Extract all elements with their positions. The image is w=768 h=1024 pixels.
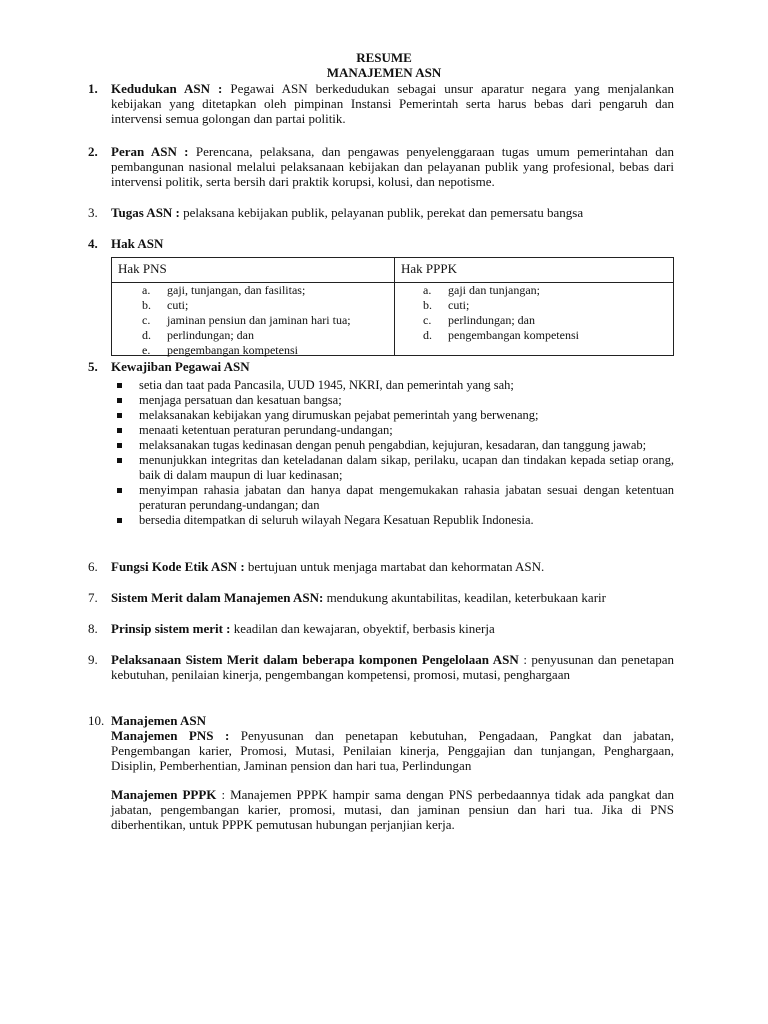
section-number: 5. xyxy=(88,359,98,374)
section-label: Manajemen ASN xyxy=(111,713,206,728)
bullet-icon xyxy=(117,518,122,523)
section-label: Fungsi Kode Etik ASN : xyxy=(111,559,245,574)
section-label: Pelaksanaan Sistem Merit dalam beberapa komponen Pengelolaan ASN xyxy=(111,652,519,667)
table-header-pns: Hak PNS xyxy=(118,261,167,276)
section-kewajiban-asn xyxy=(88,359,674,374)
list-item: a. gaji dan tunjangan; xyxy=(423,283,540,297)
section-number: 1. xyxy=(88,81,98,96)
list-item: bersedia ditempatkan di seluruh wilayah Negara Kesatuan Republik Indonesia. xyxy=(117,513,674,528)
section-kedudukan-asn xyxy=(88,81,674,126)
bullet-icon xyxy=(117,443,122,448)
section-number: 8. xyxy=(88,621,98,636)
section-tugas-asn xyxy=(88,205,674,220)
section-hak-asn xyxy=(88,236,674,251)
list-item: a. gaji, tunjangan, dan fasilitas; xyxy=(142,283,306,297)
section-text: pelaksana kebijakan publik, pelayanan publik, perekat dan pemersatu bangsa xyxy=(179,205,584,220)
list-item: d. pengembangan kompetensi xyxy=(423,328,579,342)
manajemen-pppk-paragraph xyxy=(111,787,674,832)
list-item: melaksanakan tugas kedinasan dengan penuh pengabdian, kejujuran, kesadaran, dan tanggung jawab; xyxy=(117,438,674,453)
section-number: 2. xyxy=(88,144,98,159)
section-label: Kedudukan ASN : xyxy=(111,81,223,96)
list-item: e. pengembangan kompetensi xyxy=(142,343,298,357)
list-item: melaksanakan kebijakan yang dirumuskan pejabat pemerintah yang berwenang; xyxy=(117,408,674,423)
section-sistem-merit xyxy=(88,590,674,605)
list-item: b. cuti; xyxy=(423,298,470,312)
section-label: Hak ASN xyxy=(111,236,164,251)
list-item: c. perlindungan; dan xyxy=(423,313,535,327)
bullet-icon xyxy=(117,383,122,388)
section-number: 3. xyxy=(88,205,98,220)
document-title: RESUME xyxy=(356,50,412,65)
list-item: menunjukkan integritas dan keteladanan dalam sikap, perilaku, ucapan dan tindakan kepada setiap orang, baik di dalam maupun di luar kedinasan; xyxy=(117,453,674,483)
list-item: setia dan taat pada Pancasila, UUD 1945, NKRI, dan pemerintah yang sah; xyxy=(117,378,674,393)
kewajiban-list xyxy=(117,378,674,528)
section-manajemen-asn xyxy=(88,713,674,832)
manajemen-pppk-text: : Manajemen PPPK hampir sama dengan PNS perbedaannya tidak ada pangkat dan jabatan, pengembangan karier, promosi, mutasi, dan jaminan pensiun dan hari tua. Jika di PNS diberhentikan, untuk PPPK pemutusan hubungan perjanjian kerja. xyxy=(111,787,674,832)
section-label: Peran ASN : xyxy=(111,144,189,159)
list-item: menjaga persatuan dan kesatuan bangsa; xyxy=(117,393,674,408)
document-subtitle: MANAJEMEN ASN xyxy=(326,65,442,80)
section-text: Pegawai ASN berkedudukan sebagai unsur aparatur negara yang menjalankan kebijakan yang ditetapkan oleh pimpinan Instansi Pemerintah serta harus bebas dari pengaruh dan intervensi semua golongan dan partai politik. xyxy=(111,81,674,126)
table-divider xyxy=(394,258,395,355)
table-header-pppk: Hak PPPK xyxy=(401,261,457,276)
hak-pns-list xyxy=(142,283,392,358)
section-label: Prinsip sistem merit : xyxy=(111,621,231,636)
section-number: 9. xyxy=(88,652,98,667)
bullet-icon xyxy=(117,488,122,493)
section-peran-asn xyxy=(88,144,674,189)
bullet-icon xyxy=(117,398,122,403)
section-label: Kewajiban Pegawai ASN xyxy=(111,359,250,374)
list-item: menyimpan rahasia jabatan dan hanya dapat mengemukakan rahasia jabatan sesuai dengan ketentuan peraturan perundang-undangan; dan xyxy=(117,483,674,513)
list-item: d. perlindungan; dan xyxy=(142,328,254,342)
section-text: : penyusunan dan penetapan kebutuhan, penilaian kinerja, pengembangan kompetensi, promosi, mutasi, penghargaan xyxy=(111,652,674,682)
section-label: Sistem Merit dalam Manajemen ASN: xyxy=(111,590,324,605)
section-number: 10. xyxy=(88,713,105,728)
section-text: keadilan dan kewajaran, obyektif, berbasis kinerja xyxy=(230,621,495,636)
manajemen-pppk-label: Manajemen PPPK xyxy=(111,787,217,802)
section-label: Tugas ASN : xyxy=(111,205,180,220)
bullet-icon xyxy=(117,413,122,418)
manajemen-pns-text: Penyusunan dan penetapan kebutuhan, Pengadaan, Pangkat dan jabatan, Pengembangan karier, Promosi, Mutasi, Penilaian kinerja, Penggajian dan tunjangan, Penghargaan, Disiplin, Pemberhentian, Jaminan pension dan hari tua, Perlindungan xyxy=(111,728,674,773)
list-item: menaati ketentuan peraturan perundang-undangan; xyxy=(117,423,674,438)
hak-pppk-list xyxy=(423,283,668,343)
section-number: 6. xyxy=(88,559,98,574)
section-text: Perencana, pelaksana, dan pengawas penyelenggaraan tugas umum pemerintahan dan pembangunan nasional melalui pelaksanaan kebijakan dan pelayanan publik yang profesional, bebas dari intervensi politik, serta bersih dari praktik korupsi, kolusi, dan nepotisme. xyxy=(111,144,674,189)
list-item: b. cuti; xyxy=(142,298,189,312)
hak-asn-table xyxy=(111,257,674,356)
list-item: c. jaminan pensiun dan jaminan hari tua; xyxy=(142,313,351,327)
section-pelaksanaan-merit xyxy=(88,652,674,682)
section-number: 4. xyxy=(88,236,98,251)
section-text: mendukung akuntabilitas, keadilan, keterbukaan karir xyxy=(323,590,606,605)
manajemen-pns-paragraph xyxy=(111,728,674,773)
bullet-icon xyxy=(117,428,122,433)
manajemen-pns-label: Manajemen PNS : xyxy=(111,728,230,743)
section-fungsi-kode-etik xyxy=(88,559,674,574)
section-text: bertujuan untuk menjaga martabat dan kehormatan ASN. xyxy=(244,559,545,574)
section-prinsip-merit xyxy=(88,621,674,636)
section-number: 7. xyxy=(88,590,98,605)
bullet-icon xyxy=(117,458,122,463)
